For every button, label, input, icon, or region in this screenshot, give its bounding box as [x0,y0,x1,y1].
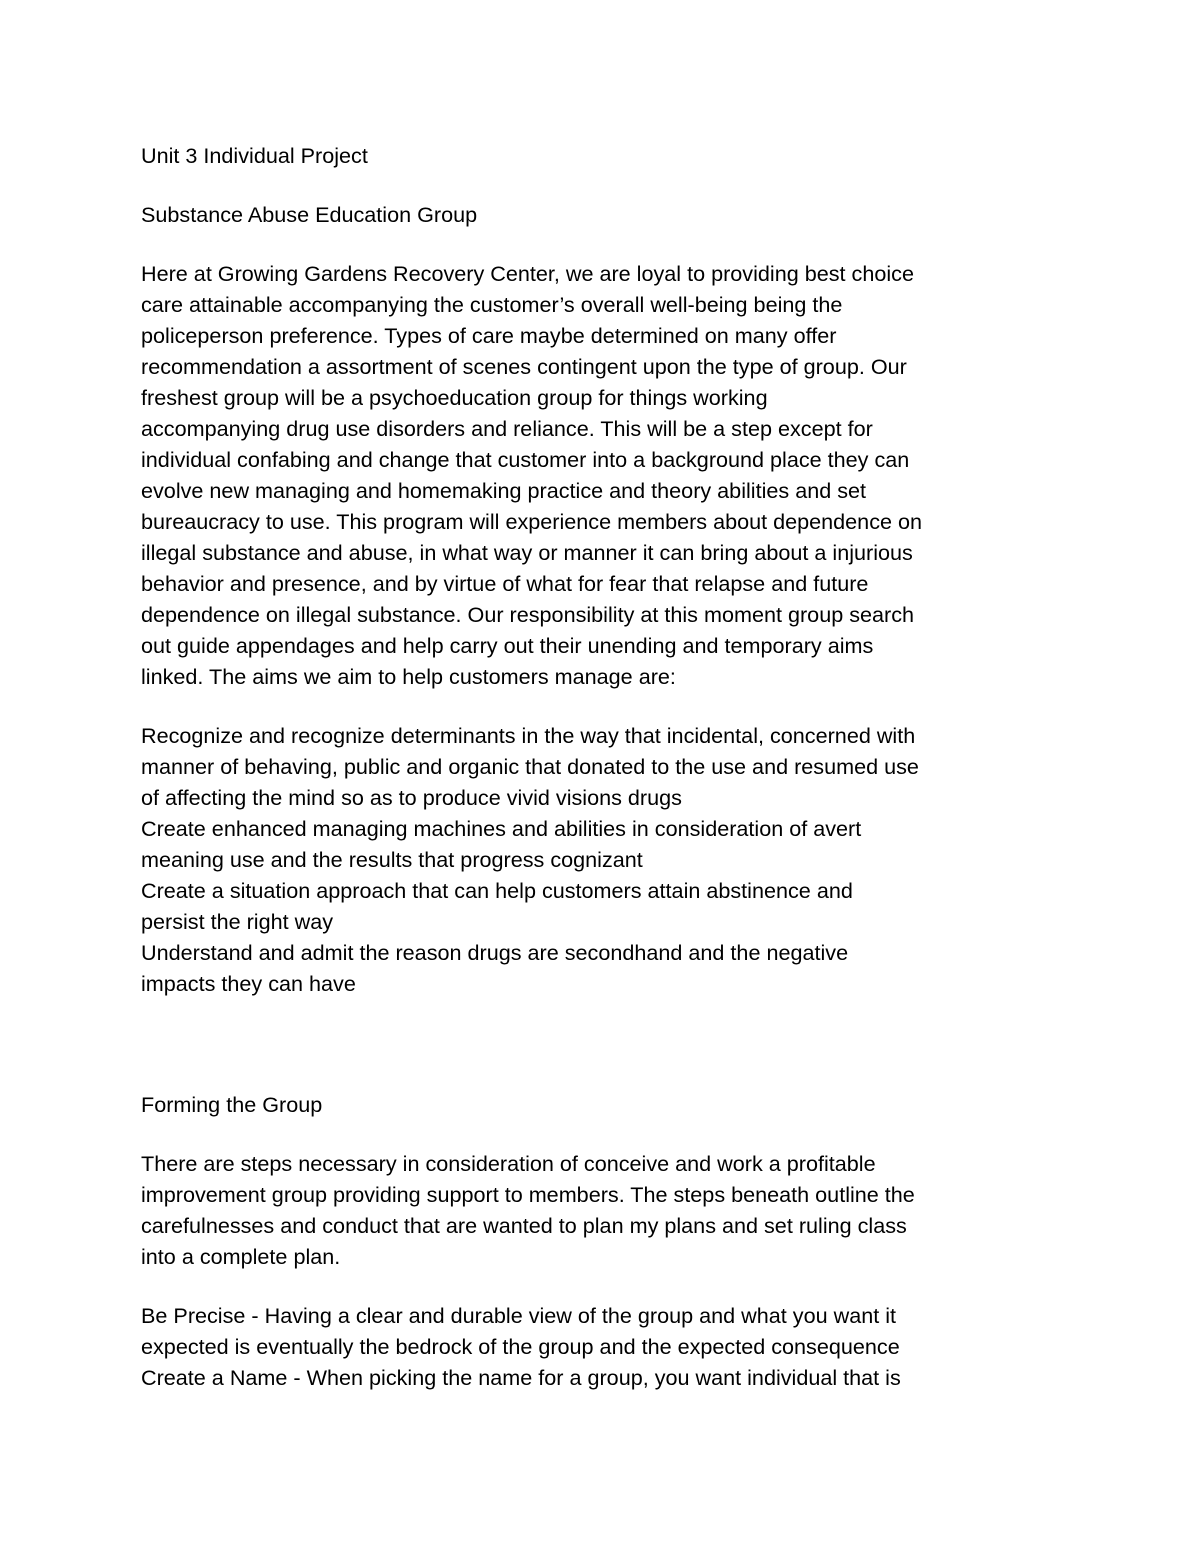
text-line: policeperson preference. Types of care maybe determined on many offer [141,323,837,348]
aims-list [141,720,1081,999]
text-line: Create a Name - When picking the name for a group, you want individual that is [141,1365,901,1390]
text-line: impacts they can have [141,971,356,996]
text-line: manner of behaving, public and organic that donated to the use and resumed use [141,754,919,779]
text-line: improvement group providing support to members. The steps beneath outline the [141,1182,915,1207]
text-line: Understand and admit the reason drugs are secondhand and the negative [141,940,849,965]
document-title: Unit 3 Individual Project [141,143,368,168]
text-line: freshest group will be a psychoeducation group for things working [141,385,768,410]
text-line: illegal substance and abuse, in what way or manner it can bring about a injurious [141,540,913,565]
text-line: Create enhanced managing machines and abilities in consideration of avert [141,816,862,841]
spacer [141,171,1081,199]
spacer [141,692,1081,720]
text-line: linked. The aims we aim to help customers manage are: [141,664,676,689]
text-line: Be Precise - Having a clear and durable view of the group and what you want it [141,1303,897,1328]
text-line: evolve new managing and homemaking practice and theory abilities and set [141,478,867,503]
text-line: of affecting the mind so as to produce vivid visions drugs [141,785,682,810]
text-line: out guide appendages and help carry out their unending and temporary aims [141,633,874,658]
forming-paragraph [141,1148,1081,1272]
spacer [141,999,1081,1089]
text-line: behavior and presence, and by virtue of what for fear that relapse and future [141,571,869,596]
text-line: bureaucracy to use. This program will experience members about dependence on [141,509,923,534]
text-line: individual confabing and change that customer into a background place they can [141,447,910,472]
text-line: care attainable accompanying the customer’s overall well-being being the [141,292,843,317]
spacer [141,1272,1081,1300]
text-line: Recognize and recognize determinants in the way that incidental, concerned with [141,723,916,748]
text-line: accompanying drug use disorders and reliance. This will be a step except for [141,416,873,441]
text-line: meaning use and the results that progress cognizant [141,847,643,872]
text-line: dependence on illegal substance. Our responsibility at this moment group search [141,602,915,627]
spacer [141,230,1081,258]
text-line: into a complete plan. [141,1244,341,1269]
text-line: recommendation a assortment of scenes contingent upon the type of group. Our [141,354,907,379]
text-line: expected is eventually the bedrock of the group and the expected consequence [141,1334,900,1359]
intro-paragraph [141,258,1081,692]
section-heading-education-group: Substance Abuse Education Group [141,202,478,227]
text-line: persist the right way [141,909,334,934]
text-line: carefulnesses and conduct that are wanted to plan my plans and set ruling class [141,1213,907,1238]
spacer [141,1120,1081,1148]
section-heading-forming-group: Forming the Group [141,1092,323,1117]
text-line: There are steps necessary in consideration of conceive and work a profitable [141,1151,876,1176]
text-line: Here at Growing Gardens Recovery Center, we are loyal to providing best choice [141,261,914,286]
document-page [141,140,1081,1393]
text-line: Create a situation approach that can help customers attain abstinence and [141,878,853,903]
steps-list [141,1300,1081,1393]
